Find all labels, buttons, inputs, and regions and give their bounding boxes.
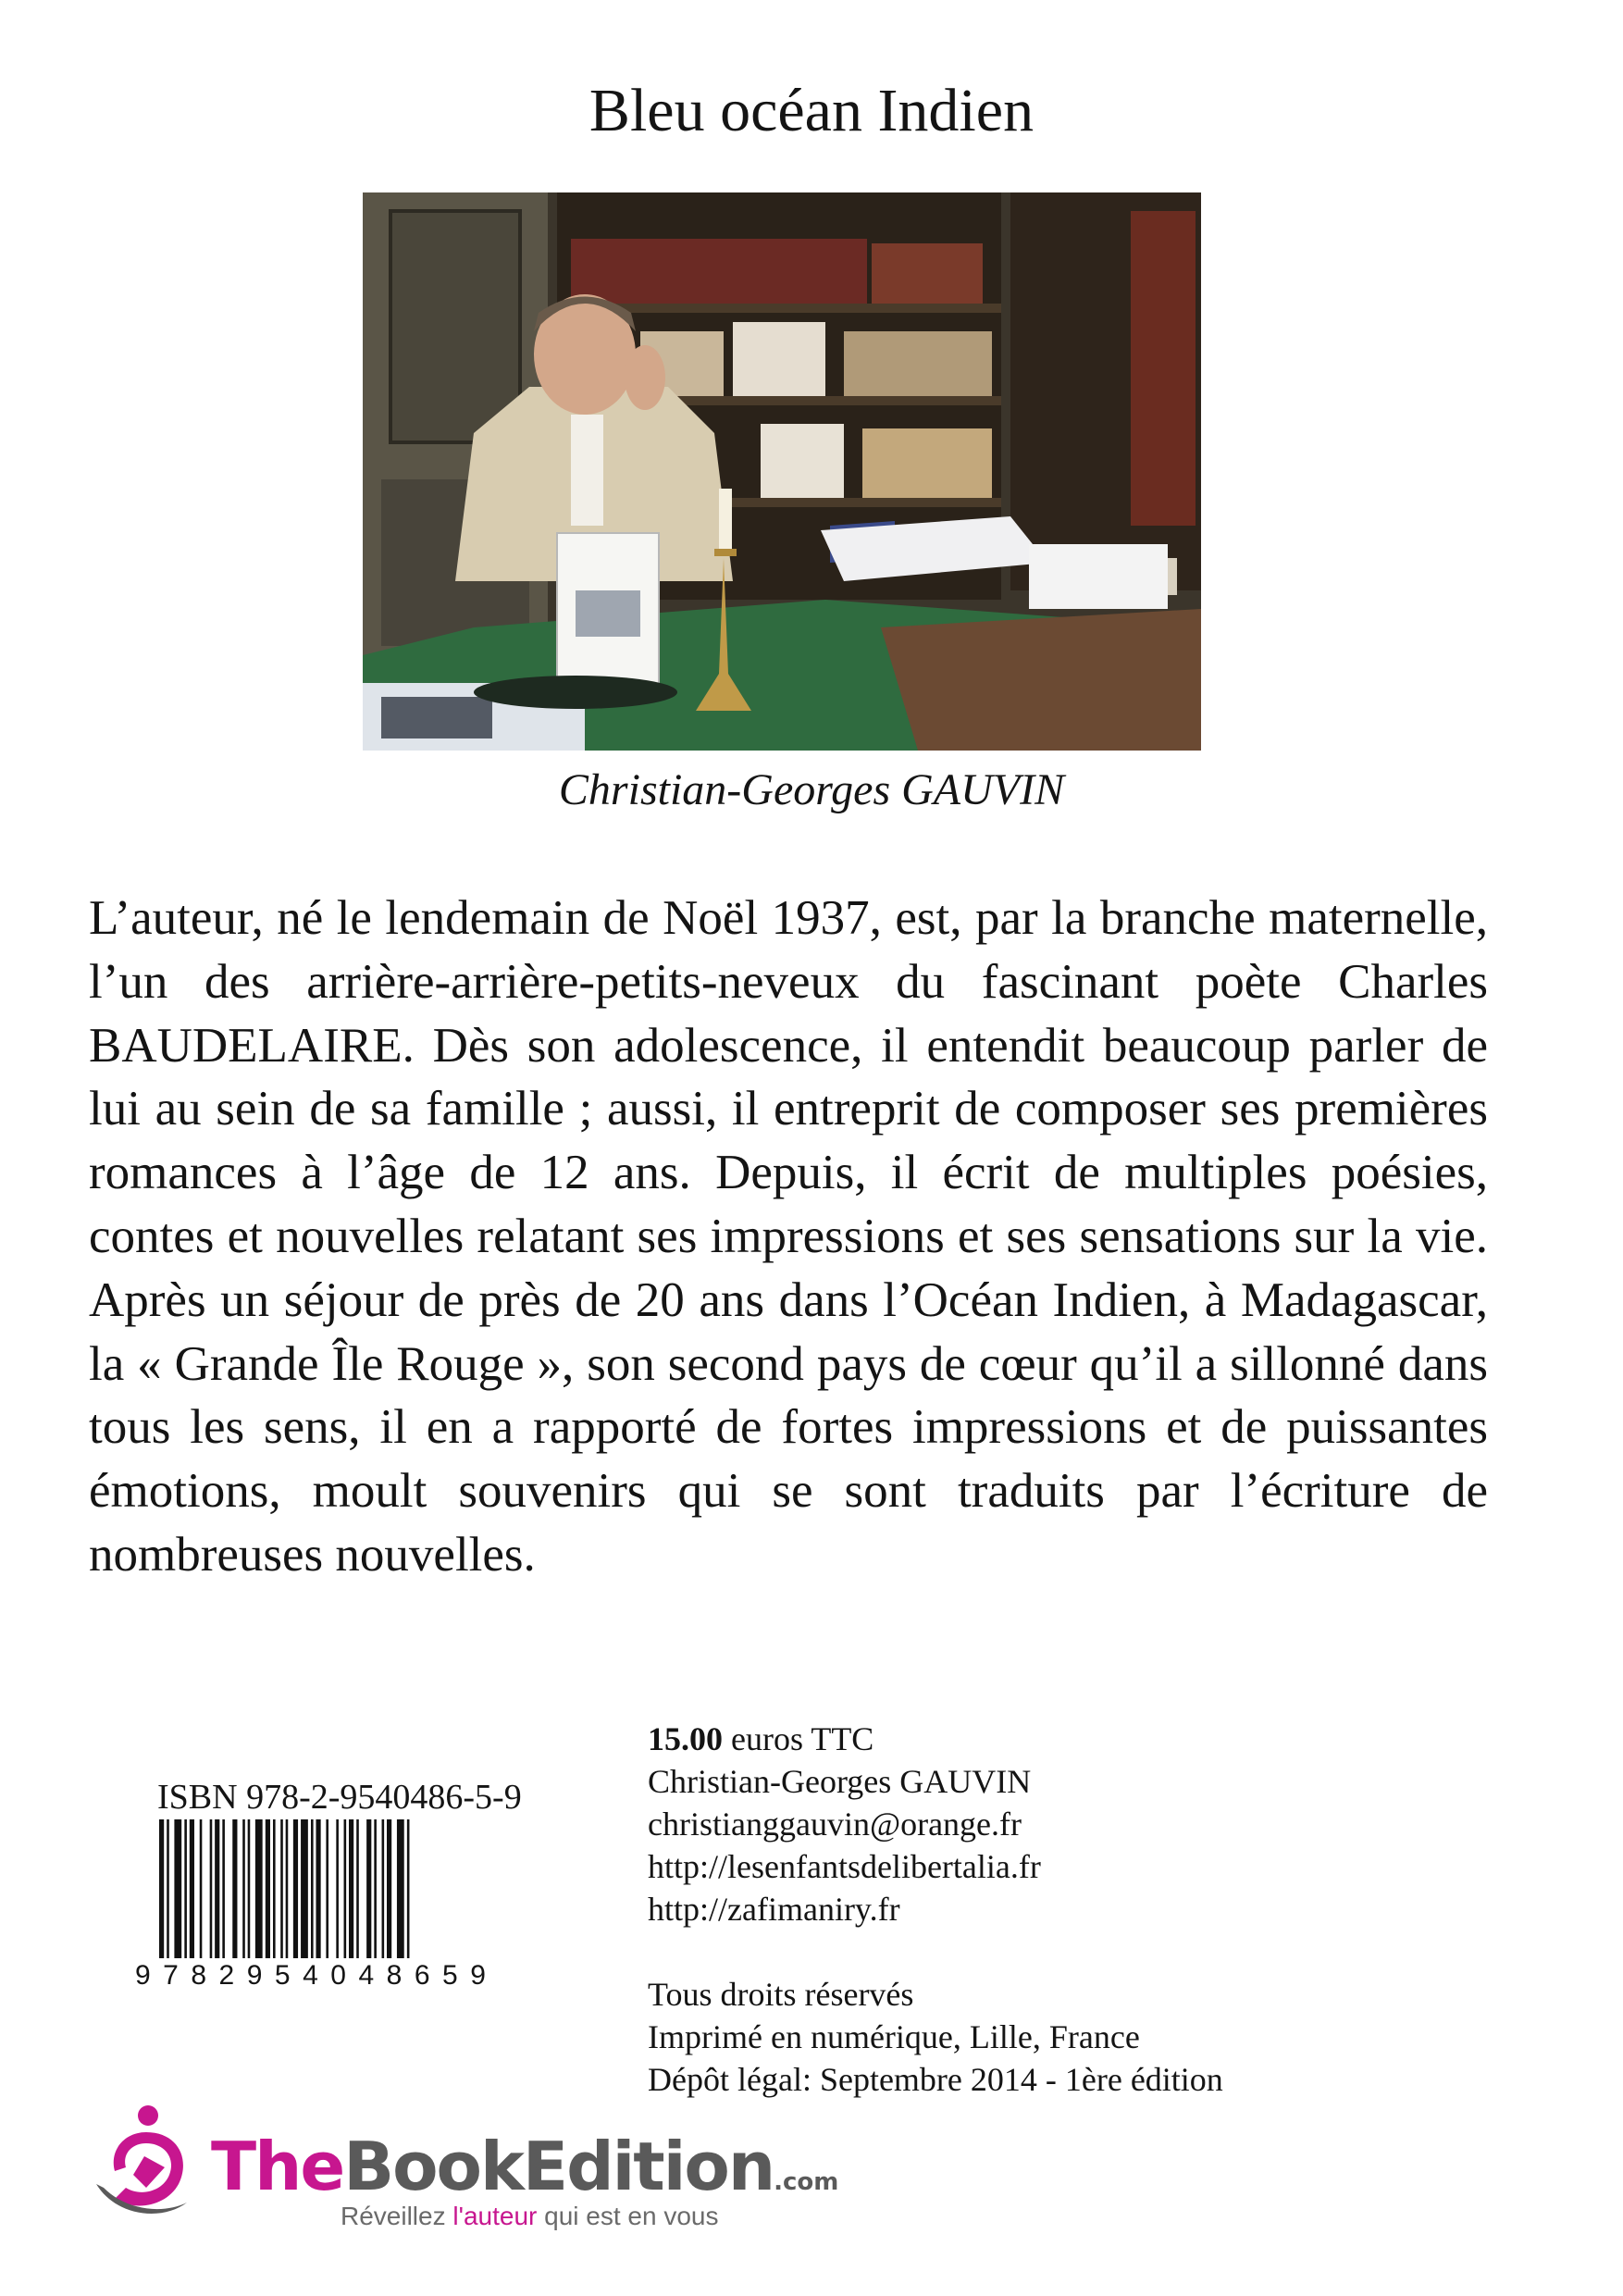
publisher-logo-wordmark <box>211 2128 839 2205</box>
tagline-accent: l'auteur <box>452 2202 538 2230</box>
publisher-logo-icon <box>91 2103 202 2223</box>
price-suffix: euros TTC <box>723 1720 874 1757</box>
price-value: 15.00 <box>648 1720 723 1757</box>
barcode-digits: 9782954048659 <box>135 1960 499 1991</box>
info-rights: Tous droits réservés <box>648 1976 914 2013</box>
tagline-start: Réveillez <box>341 2202 453 2230</box>
info-printed: Imprimé en numérique, Lille, France <box>648 2018 1140 2055</box>
info-email: christianggauvin@orange.fr <box>648 1806 1022 1843</box>
author-biography: L’auteur, né le lendemain de Noël 1937, est, par la branche maternelle, l’un des arrière-arrière-petits-neveux du fascinant poète Charles BAUDELAIRE. Dès son adolescence, il entendit beaucoup parler de lui au sein de sa famille ; aussi, il entreprit de composer ses premières romances à l’âge de 12 ans. Depuis, il écrit de multiples poésies, contes et nouvelles relatant ses impressions et ses sensations sur la vie. Après un séjour de près de 20 ans dans l’Océan Indien, à Madagascar, la « Grande Île Rouge », son second pays de cœur qu’il a sillonné dans tous les sens, il en a rapporté de fortes impressions et de puissantes émotions, moult souvenirs qui se sont traduits par l’écriture de nombreuses nouvelles. <box>89 891 1488 1582</box>
publication-info <box>648 1718 1223 2101</box>
barcode <box>159 1819 539 1958</box>
isbn-label: ISBN 978-2-9540486-5-9 <box>157 1778 522 1817</box>
tagline-end: qui est en vous <box>537 2202 719 2230</box>
photo-caption: Christian-Georges GAUVIN <box>558 765 1065 814</box>
author-photo <box>363 192 1201 751</box>
info-legal-deposit: Dépôt légal: Septembre 2014 - 1ère édition <box>648 2061 1223 2098</box>
info-website-1: http://lesenfantsdelibertalia.fr <box>648 1848 1041 1885</box>
info-website-2: http://zafimaniry.fr <box>648 1891 900 1928</box>
price-line <box>648 1718 1223 1760</box>
info-author: Christian-Georges GAUVIN <box>648 1763 1032 1800</box>
logo-book-edition: BookEdition <box>343 2128 774 2205</box>
logo-domain: .com <box>774 2168 839 2196</box>
book-title: Bleu océan Indien <box>588 77 1035 144</box>
logo-the: The <box>211 2128 344 2205</box>
publisher-tagline <box>341 2202 718 2231</box>
info-spacer <box>648 1930 1223 1973</box>
